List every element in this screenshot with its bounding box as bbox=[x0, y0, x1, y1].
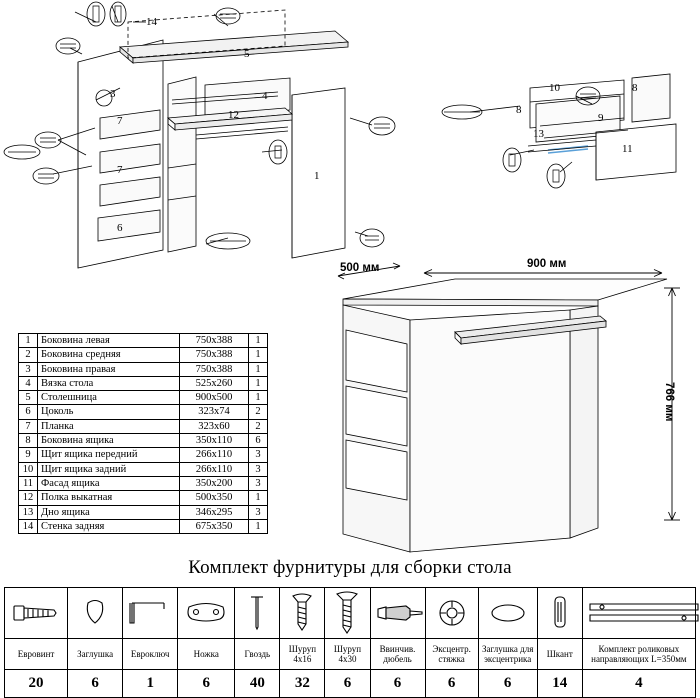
callout-9: 9 bbox=[598, 112, 604, 124]
parts-cell-name: Стенка задняя bbox=[38, 519, 180, 533]
parts-cell-size: 500x350 bbox=[180, 491, 249, 505]
callout-1: 1 bbox=[314, 170, 320, 182]
parts-cell-name: Полка выкатная bbox=[38, 491, 180, 505]
callout-6: 6 bbox=[117, 222, 123, 234]
parts-cell-qty: 3 bbox=[249, 476, 268, 490]
parts-cell-num: 10 bbox=[19, 462, 38, 476]
parts-cell-qty: 6 bbox=[249, 434, 268, 448]
parts-cell-size: 350x110 bbox=[180, 434, 249, 448]
parts-cell-num: 5 bbox=[19, 391, 38, 405]
parts-cell-num: 7 bbox=[19, 419, 38, 433]
parts-cell-name: Боковина средняя bbox=[38, 348, 180, 362]
parts-cell-name: Фасад ящика bbox=[38, 476, 180, 490]
parts-cell-qty: 2 bbox=[249, 405, 268, 419]
parts-cell-size: 323x60 bbox=[180, 419, 249, 433]
hardware-item-quantity: 6 bbox=[425, 670, 478, 698]
hardware-item-quantity: 32 bbox=[280, 670, 325, 698]
screw-4x30-icon bbox=[325, 588, 370, 639]
parts-cell-size: 350x200 bbox=[180, 476, 249, 490]
nail-icon bbox=[235, 588, 280, 639]
hardware-item-quantity: 6 bbox=[68, 670, 123, 698]
parts-cell-name: Боковина правая bbox=[38, 362, 180, 376]
callout-14: 14 bbox=[146, 16, 157, 28]
table-row bbox=[19, 391, 268, 405]
parts-list-table bbox=[18, 333, 268, 534]
parts-cell-size: 525x260 bbox=[180, 376, 249, 390]
parts-cell-num: 3 bbox=[19, 362, 38, 376]
parts-cell-size: 750x388 bbox=[180, 334, 249, 348]
parts-cell-num: 9 bbox=[19, 448, 38, 462]
parts-cell-num: 6 bbox=[19, 405, 38, 419]
parts-cell-qty: 1 bbox=[249, 491, 268, 505]
callout-13: 13 bbox=[533, 128, 544, 140]
parts-cell-size: 900x500 bbox=[180, 391, 249, 405]
hardware-item-quantity: 20 bbox=[5, 670, 68, 698]
table-row bbox=[19, 505, 268, 519]
table-row bbox=[19, 334, 268, 348]
euroscrew-icon bbox=[5, 588, 68, 639]
slide-rails-icon bbox=[582, 588, 695, 639]
parts-cell-qty: 2 bbox=[249, 419, 268, 433]
hardware-item-label: Евровинт bbox=[5, 639, 68, 670]
table-row bbox=[19, 476, 268, 490]
parts-cell-name: Боковина ящика bbox=[38, 434, 180, 448]
table-row bbox=[19, 491, 268, 505]
parts-cell-name: Столешница bbox=[38, 391, 180, 405]
hardware-item-label: Заглушка bbox=[68, 639, 123, 670]
hardware-item-label: Гвоздь bbox=[235, 639, 280, 670]
parts-cell-num: 13 bbox=[19, 505, 38, 519]
callout-10: 10 bbox=[549, 82, 560, 94]
parts-cell-qty: 3 bbox=[249, 505, 268, 519]
hardware-item-label: Шкант bbox=[537, 639, 582, 670]
parts-cell-num: 4 bbox=[19, 376, 38, 390]
parts-cell-num: 8 bbox=[19, 434, 38, 448]
table-row bbox=[19, 376, 268, 390]
hardware-item-label: Комплект роликовых направляющих L=350мм bbox=[582, 639, 695, 670]
callout-4: 4 bbox=[262, 90, 268, 102]
hardware-item-quantity: 14 bbox=[537, 670, 582, 698]
parts-cell-num: 2 bbox=[19, 348, 38, 362]
callout-7a: 7 bbox=[117, 115, 123, 127]
parts-cell-size: 750x388 bbox=[180, 348, 249, 362]
dimension-width: 900 мм bbox=[527, 258, 567, 270]
parts-cell-name: Цоколь bbox=[38, 405, 180, 419]
screw-in-dowel-icon bbox=[370, 588, 425, 639]
hardware-kit-table bbox=[4, 587, 696, 698]
parts-cell-qty: 1 bbox=[249, 362, 268, 376]
parts-cell-num: 12 bbox=[19, 491, 38, 505]
hardware-item-quantity: 6 bbox=[325, 670, 370, 698]
parts-cell-name: Щит ящика передний bbox=[38, 448, 180, 462]
table-row bbox=[19, 348, 268, 362]
parts-list-body bbox=[19, 334, 268, 534]
eccentric-cap-icon bbox=[478, 588, 537, 639]
eccentric-icon bbox=[425, 588, 478, 639]
parts-cell-qty: 3 bbox=[249, 462, 268, 476]
hardware-item-label: Шуруп 4x16 bbox=[280, 639, 325, 670]
hardware-names-row bbox=[5, 639, 696, 670]
callout-3: 3 bbox=[110, 88, 116, 100]
parts-cell-num: 1 bbox=[19, 334, 38, 348]
parts-cell-qty: 1 bbox=[249, 519, 268, 533]
parts-cell-name: Дно ящика bbox=[38, 505, 180, 519]
hardware-item-quantity: 6 bbox=[370, 670, 425, 698]
cap-icon bbox=[68, 588, 123, 639]
hardware-item-label: Ввинчив. дюбель bbox=[370, 639, 425, 670]
parts-cell-name: Вязка стола bbox=[38, 376, 180, 390]
callout-7b: 7 bbox=[117, 164, 123, 176]
table-row bbox=[19, 419, 268, 433]
parts-cell-num: 14 bbox=[19, 519, 38, 533]
table-row bbox=[19, 362, 268, 376]
hardware-icons-row bbox=[5, 588, 696, 639]
hardware-item-quantity: 40 bbox=[235, 670, 280, 698]
dimension-depth: 500 мм bbox=[340, 262, 380, 274]
hardware-item-quantity: 6 bbox=[178, 670, 235, 698]
table-row bbox=[19, 519, 268, 533]
parts-cell-size: 323x74 bbox=[180, 405, 249, 419]
callout-8a: 8 bbox=[632, 82, 638, 94]
parts-cell-size: 266x110 bbox=[180, 462, 249, 476]
parts-cell-num: 11 bbox=[19, 476, 38, 490]
callout-11: 11 bbox=[622, 143, 633, 155]
parts-cell-size: 750x388 bbox=[180, 362, 249, 376]
hardware-qty-row bbox=[5, 670, 696, 698]
parts-cell-name: Планка bbox=[38, 419, 180, 433]
parts-cell-qty: 3 bbox=[249, 448, 268, 462]
dowel-icon bbox=[537, 588, 582, 639]
table-row bbox=[19, 405, 268, 419]
parts-cell-size: 266x110 bbox=[180, 448, 249, 462]
table-row bbox=[19, 434, 268, 448]
parts-cell-size: 675x350 bbox=[180, 519, 249, 533]
hardware-item-quantity: 4 bbox=[582, 670, 695, 698]
hardware-item-label: Ножка bbox=[178, 639, 235, 670]
parts-cell-name: Боковина левая bbox=[38, 334, 180, 348]
dimension-height: 766 мм bbox=[663, 382, 675, 422]
hardware-item-quantity: 6 bbox=[478, 670, 537, 698]
eurokey-icon bbox=[123, 588, 178, 639]
table-row bbox=[19, 448, 268, 462]
parts-cell-qty: 1 bbox=[249, 376, 268, 390]
hardware-item-label: Шуруп 4x30 bbox=[325, 639, 370, 670]
parts-cell-name: Щит ящика задний bbox=[38, 462, 180, 476]
screw-4x16-icon bbox=[280, 588, 325, 639]
parts-cell-qty: 1 bbox=[249, 348, 268, 362]
callout-5: 5 bbox=[244, 48, 250, 60]
foot-icon bbox=[178, 588, 235, 639]
parts-cell-size: 346x295 bbox=[180, 505, 249, 519]
hardware-item-label: Заглушка для эксцентрика bbox=[478, 639, 537, 670]
parts-cell-qty: 1 bbox=[249, 391, 268, 405]
callout-12: 12 bbox=[228, 109, 239, 121]
parts-cell-qty: 1 bbox=[249, 334, 268, 348]
hardware-kit-title: Комплект фурнитуры для сборки стола bbox=[188, 557, 512, 578]
hardware-item-quantity: 1 bbox=[123, 670, 178, 698]
hardware-item-label: Эксцентр. стяжка bbox=[425, 639, 478, 670]
hardware-item-label: Евроключ bbox=[123, 639, 178, 670]
callout-8b: 8 bbox=[516, 104, 522, 116]
table-row bbox=[19, 462, 268, 476]
